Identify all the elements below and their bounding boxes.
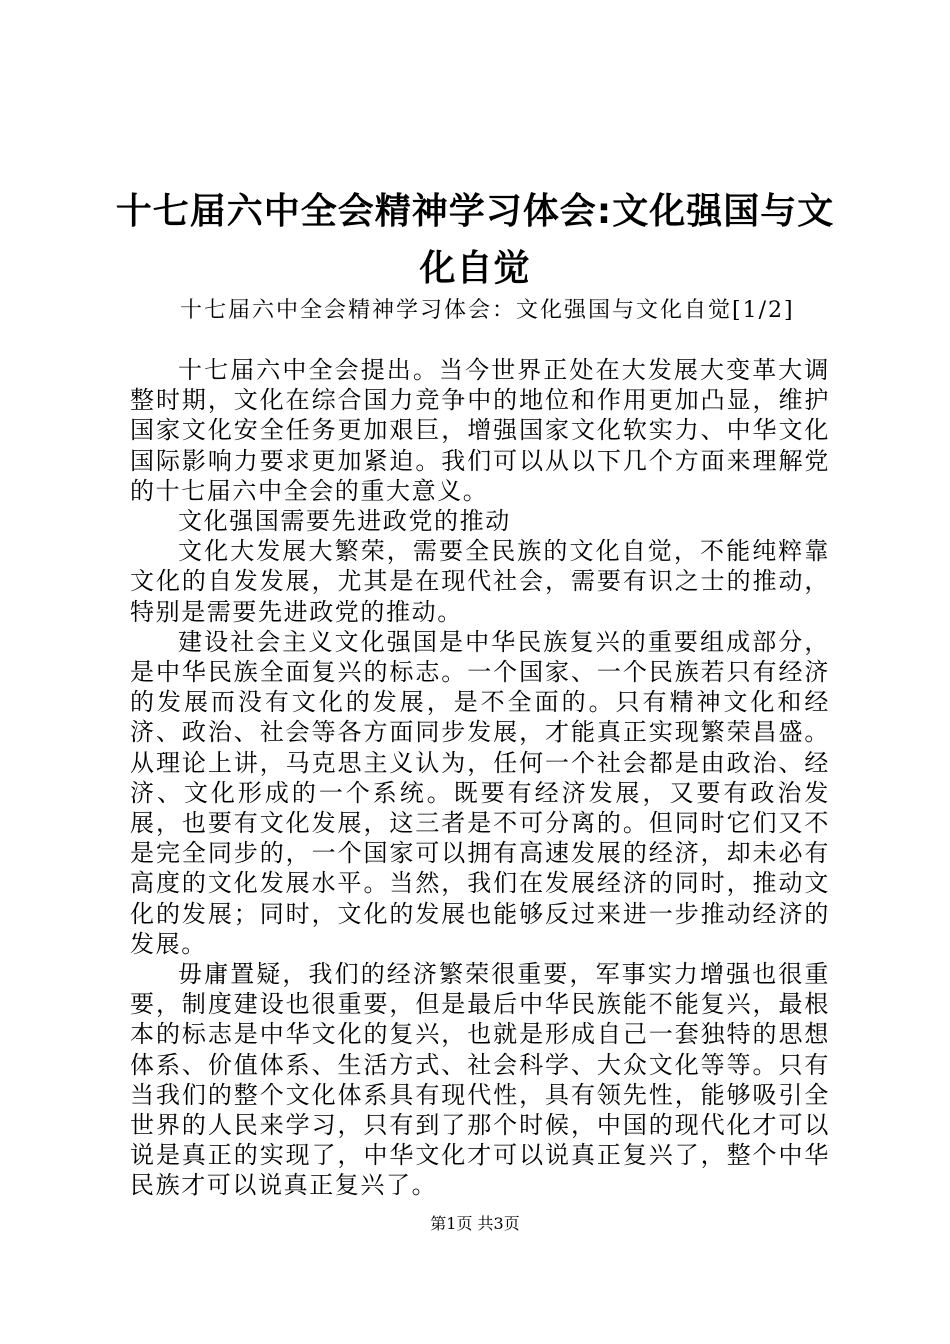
paragraph-intro: 十七届六中全会提出。当今世界正处在大发展大变革大调整时期，文化在综合国力竞争中的地位和作用更加凸显，维护国家文化安全任务更加艰巨，增强国家文化软实力、中华文化国际影响力要求更加紧迫。我们可以从以下几个方面来理解党的十七届六中全会的重大意义。	[130, 356, 830, 505]
paragraph-cultural-power: 建设社会主义文化强国是中华民族复兴的重要组成部分，是中华民族全面复兴的标志。一个国家、一个民族若只有经济的发展而没有文化的发展，是不全面的。只有精神文化和经济、政治、社会等各方面同步发展，才能真正实现繁荣昌盛。从理论上讲，马克思主义认为，任何一个社会都是由政治、经济、文化形成的一个系统。既要有经济发展，又要有政治发展，也要有文化发展，这三者是不可分离的。但同时它们又不是完全同步的，一个国家可以拥有高速发展的经济，却未必有高度的文化发展水平。当然，我们在发展经济的同时，推动文化的发展；同时，文化的发展也能够反过来进一步推动经济的发展。	[130, 627, 830, 958]
document-subtitle: 十七届六中全会精神学习体会：文化强国与文化自觉[1/2]	[180, 298, 795, 323]
paragraph-national-revival: 毋庸置疑，我们的经济繁荣很重要，军事实力增强也很重要，制度建设也很重要，但是最后中华民族能不能复兴，最根本的标志是中华文化的复兴，也就是形成自己一套独特的思想体系、价值体系、生活方式、社会科学、大众文化等等。只有当我们的整个文化体系具有现代性，具有领先性，能够吸引全世界的人民来学习，只有到了那个时候，中国的现代化才可以说是真正的实现了，中华文化才可以说真正复兴了，整个中华民族才可以说真正复兴了。	[130, 960, 830, 1200]
document-body	[130, 355, 830, 1201]
paragraph-culture-development: 文化大发展大繁荣，需要全民族的文化自觉，不能纯粹靠文化的自发发展，尤其是在现代社会，需要有识之士的推动，特别是需要先进政党的推动。	[130, 537, 830, 626]
page-footer: 第1页 共3页	[430, 1214, 520, 1233]
document-title: 十七届六中全会精神学习体会:文化强国与文化自觉	[115, 191, 835, 289]
section-heading: 文化强国需要先进政党的推动	[178, 507, 511, 536]
